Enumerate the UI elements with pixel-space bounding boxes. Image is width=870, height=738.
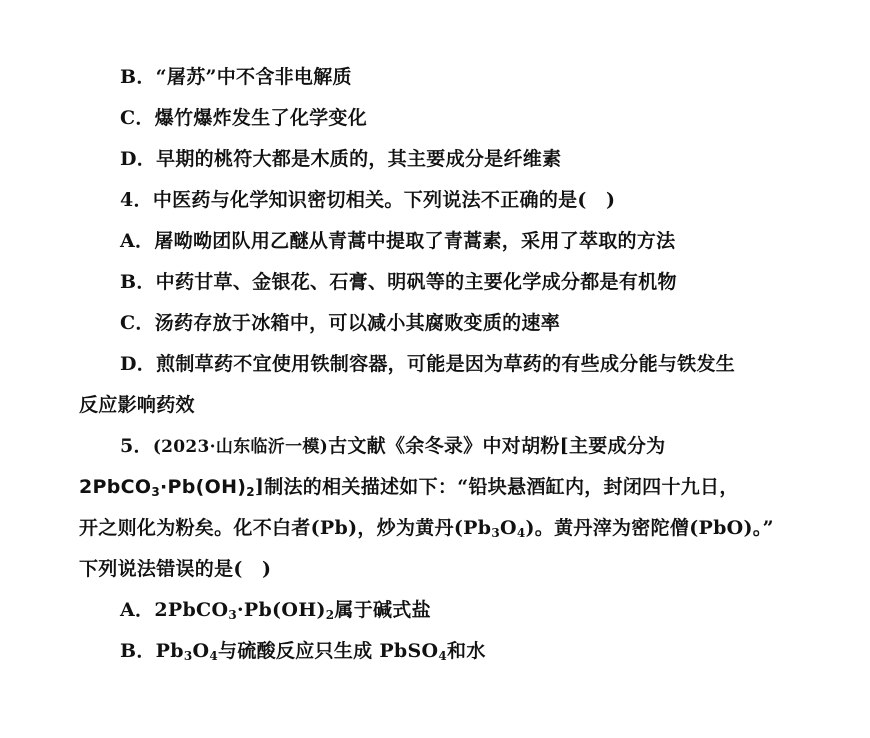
q5-number: 5． — [120, 435, 153, 457]
q5-source: (2023·山东临沂一模) — [152, 437, 329, 457]
q4-option-a: A．屠呦呦团队用乙醚从青蒿中提取了青蒿素，采用了萃取的方法 — [120, 230, 676, 252]
q5-stem-part2: ]制法的相关描述如下：“铅块悬酒缸内，封闭四十九日， — [254, 476, 739, 498]
q5-bracket-open: [主要成分为 — [559, 435, 666, 457]
q4-option-b: B．中药甘草、金银花、石膏、明矾等的主要化学成分都是有机物 — [120, 271, 677, 293]
q4-option-d-line1: D．煎制草药不宜使用铁制容器，可能是因为草药的有些成分能与铁发生 — [120, 353, 736, 375]
q4-option-d-line2: 反应影响药效 — [79, 394, 195, 416]
q5-formula: $2PbCO_3\cdot Pb(OH)_2$ — [79, 476, 255, 499]
q5-stem-line4: 下列说法错误的是( ) — [79, 558, 272, 580]
q5-stem-line2 — [79, 474, 739, 500]
q5-option-b: B．$Pb_3O_4$与硫酸反应只生成 PbSO$_4$和水 — [120, 640, 486, 663]
q5-option-a: A．$2PbCO_3\cdot Pb(OH)_2$属于碱式盐 — [120, 599, 431, 622]
q4-stem: 4．中医药与化学知识密切相关。下列说法不正确的是( ) — [120, 189, 616, 211]
q3-option-b: B．“屠苏”中不含非电解质 — [120, 66, 352, 88]
q5-stem-line3: 开之则化为粉矣。化不白者(Pb)，炒为黄丹$(Pb_3O_4)$。黄丹滓为密陀僧(PbO)。” — [79, 517, 774, 540]
q4-option-c: C．汤药存放于冰箱中，可以减小其腐败变质的速率 — [120, 312, 561, 334]
q5-stem-part1: 古文献《余冬录》中对胡粉 — [328, 435, 560, 457]
q5-stem-line1 — [120, 433, 665, 460]
q3-option-d: D．早期的桃符大都是木质的，其主要成分是纤维素 — [120, 148, 562, 170]
q3-option-c: C．爆竹爆炸发生了化学变化 — [120, 107, 368, 129]
